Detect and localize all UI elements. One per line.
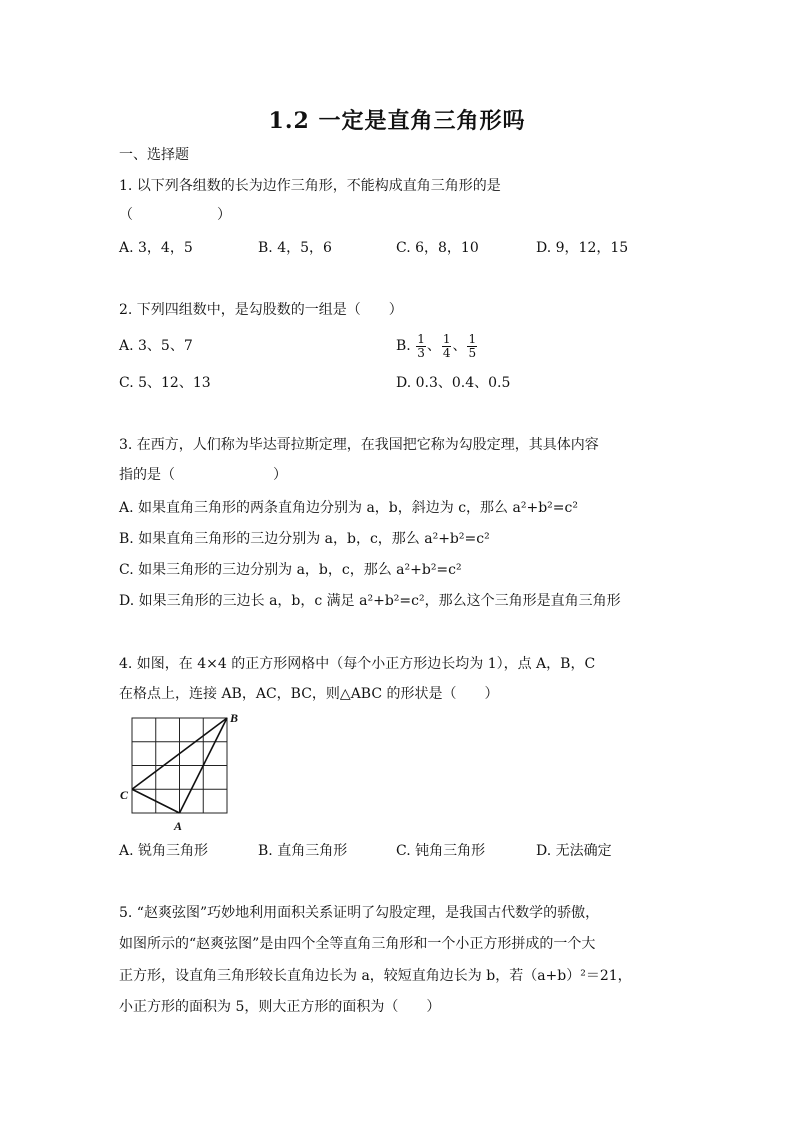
q3-stem-line2: 指的是（ ） — [119, 467, 287, 483]
q2-option-c: C. 5、12、13 — [119, 375, 211, 391]
fraction-one-third: $\frac{1}{3}$ — [417, 331, 425, 360]
q2-option-d: D. 0.3、0.4、0.5 — [396, 375, 511, 391]
q2-option-b: B. $\frac{1}{3}$ 、 $\frac{1}{4}$ 、 $\frac{1}{5}$ — [396, 331, 477, 360]
grid-triangle-figure — [114, 708, 246, 836]
label-b: B — [230, 711, 239, 725]
section-heading: 一、选择题 — [119, 147, 189, 163]
q1-option-a: A. 3，4，5 — [119, 240, 193, 256]
q5-line1: 5. “赵爽弦图”巧妙地利用面积关系证明了勾股定理，是我国古代数学的骄傲， — [119, 905, 600, 921]
q4-option-c: C. 钝角三角形 — [396, 843, 486, 859]
q4-option-a: A. 锐角三角形 — [119, 843, 209, 859]
q1-stem: 1. 以下列各组数的长为边作三角形，不能构成直角三角形的是 — [119, 178, 501, 194]
q1-blank: （ ） — [119, 207, 231, 223]
q3-option-c: C. 如果三角形的三边分别为 a，b，c，那么 a²+b²=c² — [119, 562, 462, 578]
label-a: A — [174, 819, 183, 833]
q5-line3: 正方形，设直角三角形较长直角边长为 a，较短直角边长为 b，若（a+b）²＝21， — [119, 968, 632, 984]
q4-stem-line1: 4. 如图，在 4×4 的正方形网格中（每个小正方形边长均为 1），点 A，B，C — [119, 656, 596, 672]
q3-option-b: B. 如果直角三角形的三边分别为 a，b，c，那么 a²+b²=c² — [119, 531, 490, 547]
q4-option-b: B. 直角三角形 — [258, 843, 348, 859]
fraction-one-fourth: $\frac{1}{4}$ — [442, 331, 451, 360]
q4-stem-line2: 在格点上，连接 AB，AC，BC，则△ABC 的形状是（ ） — [119, 686, 499, 702]
q3-stem-line1: 3. 在西方，人们称为毕达哥拉斯定理，在我国把它称为勾股定理，其具体内容 — [119, 437, 599, 453]
q2-option-a: A. 3、5、7 — [119, 338, 193, 354]
q1-option-c: C. 6，8，10 — [396, 240, 479, 256]
page-title: 1.2 一定是直角三角形吗 — [268, 108, 526, 134]
q2-option-b-label: B. — [396, 338, 411, 354]
q5-line2: 如图所示的“赵爽弦图”是由四个全等直角三角形和一个小正方形拼成的一个大 — [119, 936, 596, 952]
square-grid — [132, 718, 227, 813]
label-c: C — [120, 788, 129, 802]
q5-line4: 小正方形的面积为 5，则大正方形的面积为（ ） — [119, 999, 441, 1015]
q3-option-a: A. 如果直角三角形的两条直角边分别为 a，b，斜边为 c，那么 a²+b²=c² — [119, 500, 578, 516]
fraction-one-fifth: $\frac{1}{5}$ — [468, 331, 477, 360]
q1-option-b: B. 4，5，6 — [258, 240, 332, 256]
q2-stem: 2. 下列四组数中，是勾股数的一组是（ ） — [119, 302, 403, 318]
q1-option-d: D. 9，12，15 — [536, 240, 629, 256]
q3-option-d: D. 如果三角形的三边长 a，b，c 满足 a²+b²=c²，那么这个三角形是直角三角形 — [119, 593, 621, 609]
q4-option-d: D. 无法确定 — [536, 843, 612, 859]
